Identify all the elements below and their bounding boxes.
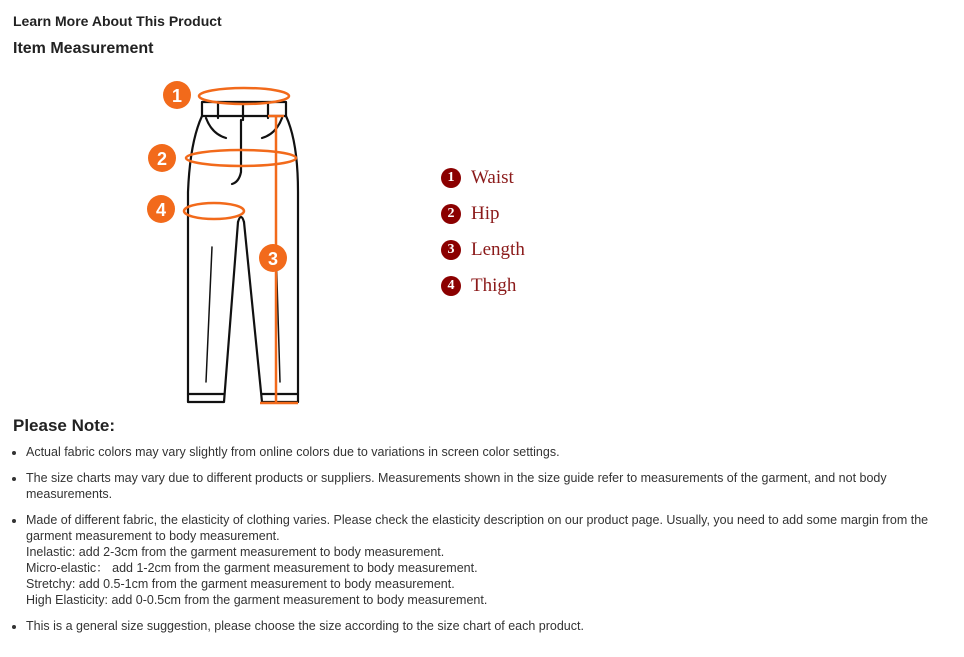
legend-badge: 4 [441,276,461,296]
note-text: • The size charts may vary due to different products or suppliers. Measurements shown in the size guide refer to measurements of the garment, and not body measurements. [26,471,887,501]
list-item [26,618,964,634]
pants-measurement-diagram [140,72,320,412]
legend-item-hip [441,196,525,232]
legend-item-thigh [441,268,525,304]
marker-2-label: 2 [156,149,168,169]
legend-label: Waist [471,167,514,188]
list-item [26,444,964,460]
marker-4-label: 4 [155,200,167,220]
marker-1-label: 1 [171,86,183,106]
legend-item-length [441,232,525,268]
measurement-legend [441,160,525,304]
pants-icon [140,72,320,412]
legend-label: Thigh [471,275,517,296]
legend-label: Length [471,239,525,260]
legend-badge: 2 [441,204,461,224]
note-text: Inelastic: add 2-3cm from the garment measurement to body measurement. [26,545,445,559]
note-text: High Elasticity: add 0-0.5cm from the garment measurement to body measurement. [26,593,488,607]
note-list [13,444,964,644]
note-text: • Actual fabric colors may vary slightly from online colors due to variations in screen color settings. [26,445,560,459]
note-text: Micro-elastic： add 1-2cm from the garment measurement to body measurement. [26,561,478,575]
section-title-item-measurement: Item Measurement [13,40,154,57]
legend-badge: 3 [441,240,461,260]
legend-badge: 1 [441,168,461,188]
legend-item-waist [441,160,525,196]
section-title-learn-more: Learn More About This Product [13,13,222,29]
note-text: • This is a general size suggestion, please choose the size according to the size chart of each product. [26,619,584,633]
note-text: Stretchy: add 0.5-1cm from the garment measurement to body measurement. [26,577,455,591]
list-item [26,512,964,608]
note-text: • Made of different fabric, the elasticity of clothing varies. Please check the elasticity description on our product page. Usually, you need to add some margin from the garment measurement to body measurement. [26,513,929,543]
note-title: Please Note: [13,416,116,435]
marker-3-label: 3 [267,249,279,269]
legend-label: Hip [471,203,500,224]
list-item [26,470,964,502]
